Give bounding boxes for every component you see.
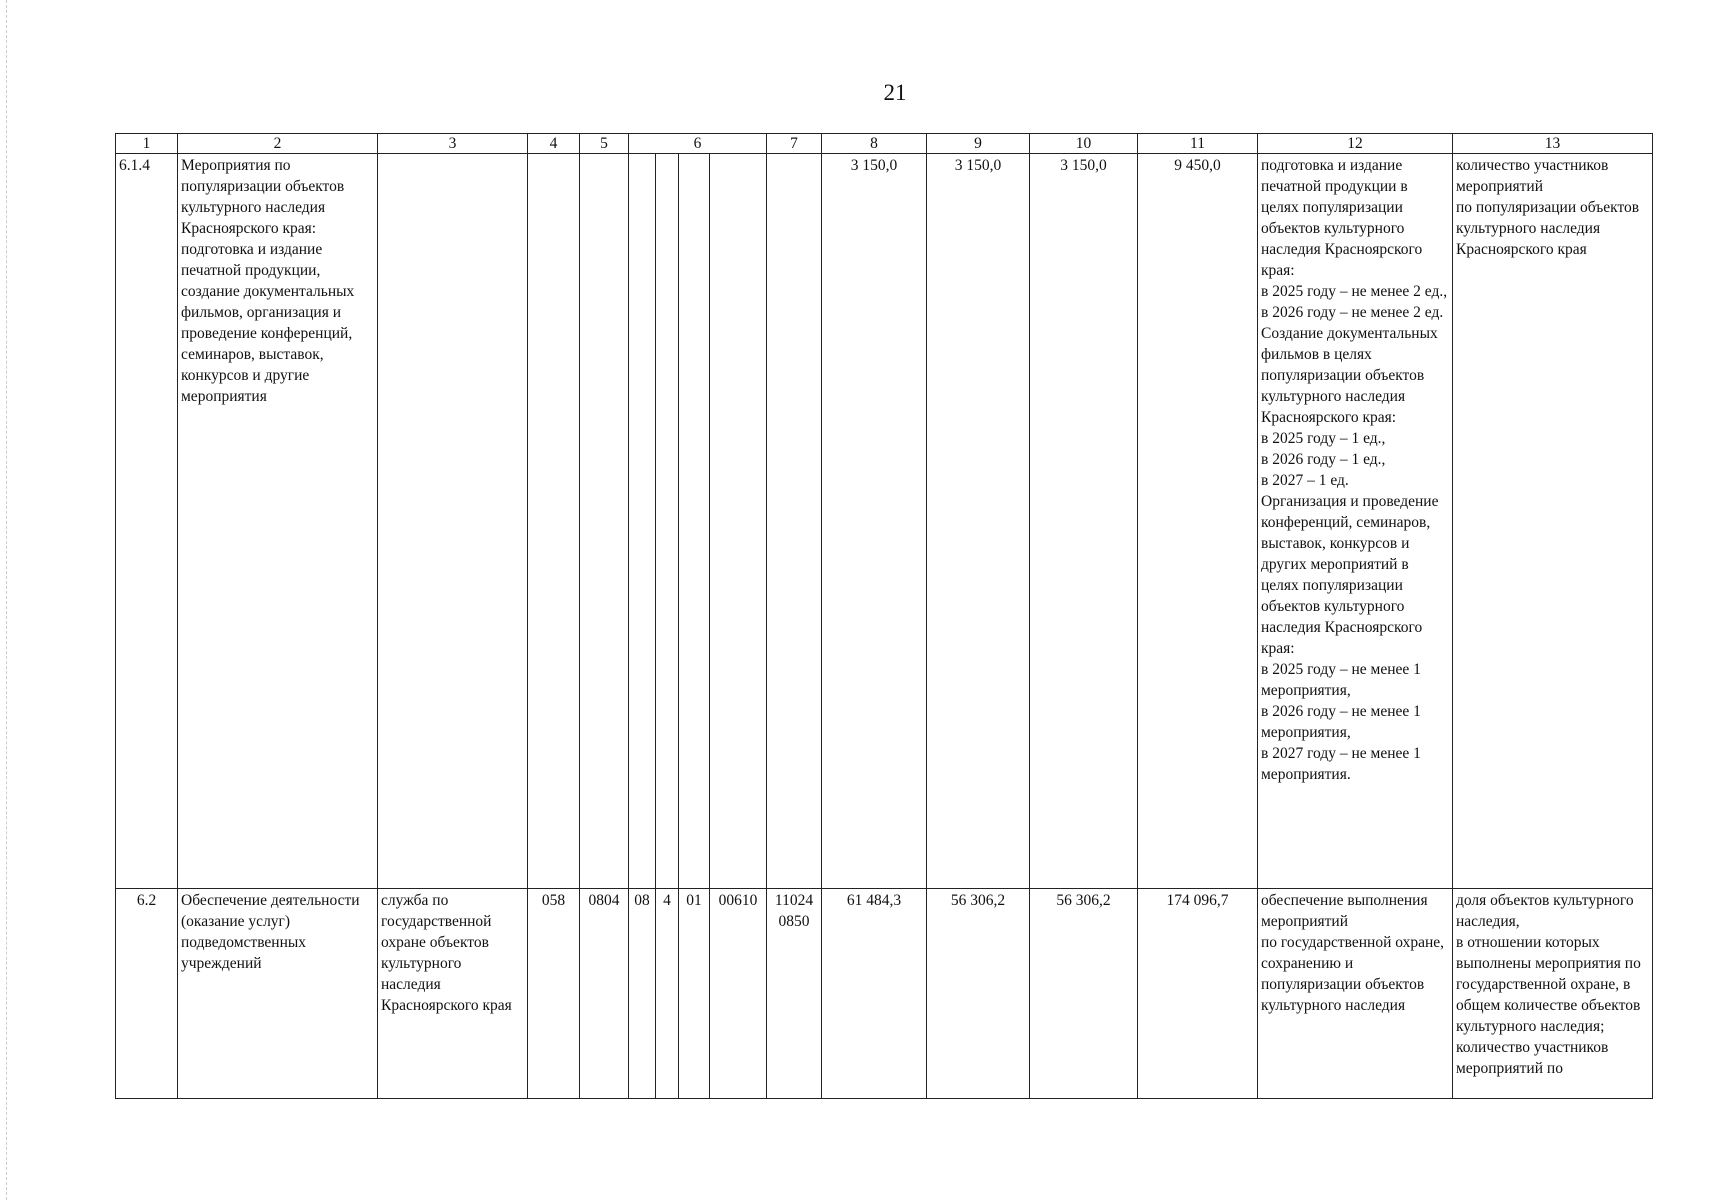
expense-type-code — [767, 154, 822, 889]
csr-subprogram-code — [656, 154, 679, 889]
header-cell: 7 — [767, 134, 822, 154]
amount-2026: 3 150,0 — [927, 154, 1030, 889]
header-cell: 1 — [116, 134, 178, 154]
expected-result: обеспечение выполнения мероприятий по государственной охране, сохранению и популяризации объектов культурного наследия — [1258, 889, 1453, 1099]
csr-program-code — [629, 154, 656, 889]
row-number: 6.2 — [116, 889, 178, 1099]
csr-direction-code — [710, 154, 767, 889]
amount-2025: 3 150,0 — [822, 154, 927, 889]
page-number: 21 — [883, 80, 907, 105]
csr-event-code: 01 — [679, 889, 710, 1099]
expected-result: подготовка и издание печатной продукции в целях популяризации объектов культурного наследия Красноярского края: в 2025 году – не менее 2 ед., в 2026 году – не менее 2 ед. Создание документальных фильмов в целях популяризации объектов культурного наследия Красноярского края: в 2025 году – 1 ед., в 2026 году – 1 ед., в 2027 – 1 ед. Организация и проведение конференций, семинаров, выставок, конкурсов и других мероприятий в целях популяризации объектов культурного наследия Красноярского края: в 2025 году – не менее 1 мероприятия, в 2026 году – не менее 1 мероприятия, в 2027 году – не менее 1 мероприятия. — [1258, 154, 1453, 889]
section-code — [580, 154, 629, 889]
amount-total: 9 450,0 — [1138, 154, 1258, 889]
amount-2027: 3 150,0 — [1030, 154, 1138, 889]
csr-event-code — [679, 154, 710, 889]
header-cell: 6 — [629, 134, 767, 154]
amount-total: 174 096,7 — [1138, 889, 1258, 1099]
header-cell: 11 — [1138, 134, 1258, 154]
activity-name: Мероприятия по популяризации объектов культурного наследия Красноярского края: подготовка и издание печатной продукции, создание документальных фильмов, организация и проведение конференций, семинаров, выставок, конкурсов и другие мероприятия — [178, 154, 378, 889]
csr-program-code: 08 — [629, 889, 656, 1099]
executor: служба по государственной охране объектов культурного наследия Красноярского края — [378, 889, 528, 1099]
header-cell: 2 — [178, 134, 378, 154]
binder-margin — [0, 0, 7, 1200]
amount-2026: 56 306,2 — [927, 889, 1030, 1099]
amount-2027: 56 306,2 — [1030, 889, 1138, 1099]
header-cell: 12 — [1258, 134, 1453, 154]
header-cell: 4 — [528, 134, 580, 154]
indicator: количество участников мероприятий по популяризации объектов культурного наследия Красноярского края — [1453, 154, 1653, 889]
executor — [378, 154, 528, 889]
program-table — [115, 133, 1653, 1099]
row-number: 6.1.4 — [116, 154, 178, 889]
expense-type-code: 11024 0850 — [767, 889, 822, 1099]
header-cell: 10 — [1030, 134, 1138, 154]
table-row — [116, 154, 1653, 889]
table-row — [116, 889, 1653, 1099]
amount-2025: 61 484,3 — [822, 889, 927, 1099]
header-cell: 13 — [1453, 134, 1653, 154]
activity-name: Обеспечение деятельности (оказание услуг) подведомственных учреждений — [178, 889, 378, 1099]
grbs-code — [528, 154, 580, 889]
grbs-code: 058 — [528, 889, 580, 1099]
header-cell: 5 — [580, 134, 629, 154]
csr-subprogram-code: 4 — [656, 889, 679, 1099]
header-cell: 3 — [378, 134, 528, 154]
header-row — [116, 134, 1653, 154]
indicator: доля объектов культурного наследия, в отношении которых выполнены мероприятия по государственной охране, в общем количестве объектов культурного наследия; количество участников мероприятий по — [1453, 889, 1653, 1099]
header-cell: 9 — [927, 134, 1030, 154]
header-cell: 8 — [822, 134, 927, 154]
section-code: 0804 — [580, 889, 629, 1099]
csr-direction-code: 00610 — [710, 889, 767, 1099]
